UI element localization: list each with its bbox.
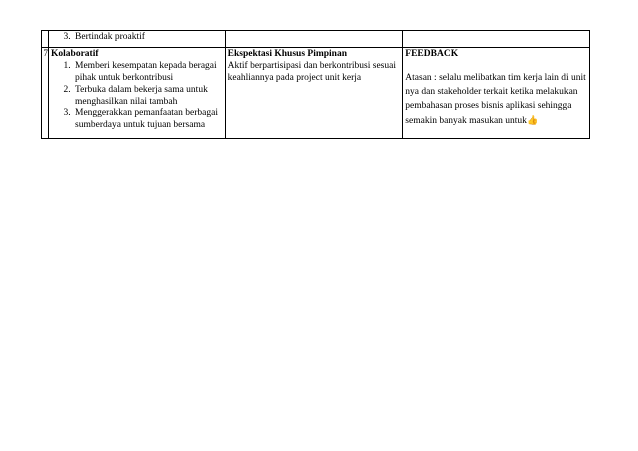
row-number: 7 xyxy=(43,48,49,58)
expectation-cell xyxy=(225,48,403,139)
competency-title: Kolaboratif xyxy=(51,49,99,59)
feedback-title: FEEDBACK xyxy=(405,49,459,59)
feedback-text: Atasan : selalu melibatkan tim kerja lain di unit nya dan stakeholder terkait ketika melakukan pembahasan proses bisnis aplikasi sehingga semakin banyak masukan untuk xyxy=(405,72,586,126)
competency-table xyxy=(41,30,590,139)
row-number-cell xyxy=(42,31,49,48)
list-item: 2. Terbuka dalam bekerja sama untuk menghasilkan nilai tambah xyxy=(73,85,223,109)
feedback-text-block xyxy=(405,71,587,128)
expectation-cell xyxy=(225,31,403,48)
expectation-title: Ekspektasi Khusus Pimpinan xyxy=(227,49,347,59)
row-number-cell xyxy=(42,48,49,139)
behavior-list xyxy=(51,32,223,44)
table-row xyxy=(42,31,590,48)
table-row xyxy=(42,48,590,139)
thumbs-up-icon: 👍 xyxy=(526,114,539,125)
list-item: 1. Memberi kesempatan kepada beragai pihak untuk berkontribusi xyxy=(73,61,223,85)
competency-cell xyxy=(49,48,226,139)
list-item: 3. Menggerakkan pemanfaatan berbagai sumberdaya untuk tujuan bersama xyxy=(73,108,223,132)
feedback-cell xyxy=(403,31,590,48)
list-item: 3. Bertindak proaktif xyxy=(73,32,223,44)
expectation-text: Aktif berpartisipasi dan berkontribusi sesuai keahliannya pada project unit kerja xyxy=(227,60,396,83)
behavior-list xyxy=(51,61,223,132)
feedback-cell xyxy=(403,48,590,139)
competency-cell xyxy=(49,31,226,48)
